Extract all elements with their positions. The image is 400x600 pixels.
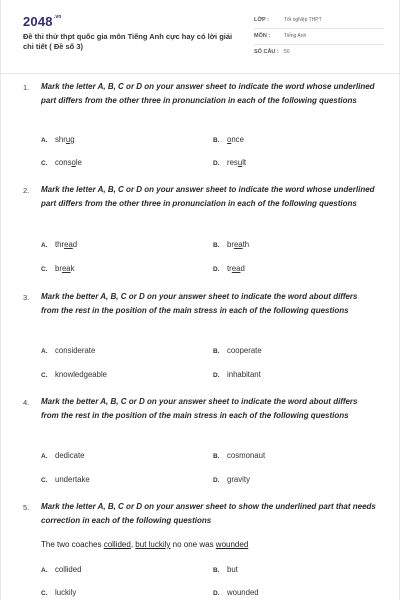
answer-option[interactable]: D. inhabitant: [213, 370, 261, 379]
answer-option[interactable]: B. once: [213, 135, 244, 144]
option-letter: A.: [41, 242, 48, 249]
meta-label: SỐ CÂU :: [254, 49, 279, 55]
underlined-part: wounded: [215, 540, 249, 549]
answer-option[interactable]: C. console: [41, 158, 82, 167]
question-text: Mark the better A, B, C or D on your answer sheet to indicate the word about differs from the rest in the position of the main stress in each of the following questions: [41, 397, 358, 420]
exam-header: [1, 0, 400, 74]
option-letter: A.: [41, 348, 48, 355]
answer-option[interactable]: A. considerate: [41, 346, 96, 355]
option-letter: A.: [41, 453, 48, 460]
answer-option[interactable]: B. cosmonaut: [213, 451, 266, 460]
option-letter: B.: [213, 348, 220, 355]
answer-option[interactable]: A. shrug: [41, 135, 75, 144]
underlined-part: collided: [103, 540, 131, 549]
answer-option[interactable]: C. break: [41, 264, 75, 273]
meta-row-count: [254, 45, 384, 61]
answer-option[interactable]: C. undertake: [41, 475, 90, 484]
error-sentence: The two coaches collided, but luckily no one was wounded: [41, 540, 249, 549]
option-letter: C.: [41, 477, 48, 484]
answer-option[interactable]: D. wounded: [213, 588, 259, 597]
answer-option[interactable]: D. tread: [213, 264, 245, 273]
meta-row-subject: [254, 29, 384, 45]
answer-option[interactable]: A. dedicate: [41, 451, 85, 460]
option-letter: B.: [213, 567, 220, 574]
option-letter: B.: [213, 453, 220, 460]
option-letter: D.: [213, 477, 220, 484]
answer-option[interactable]: C. knowledgeable: [41, 370, 108, 379]
option-letter: B.: [213, 242, 220, 249]
logo-suffix: .vn: [53, 14, 62, 20]
answer-option[interactable]: A. thread: [41, 240, 78, 249]
meta-value: Tốt ngNệp THPT: [284, 17, 322, 23]
question-text: Mark the better A, B, C or D on your answer sheet to indicate the word about differs from the rest in the position of the main stress in each of the following questions: [41, 292, 358, 315]
question-text: Mark the letter A, B, C or D on your answer sheet to indicate the word whose underlined part differs from the other three in pronunciation in each of the following questions: [41, 185, 375, 208]
answer-option[interactable]: B. cooperate: [213, 346, 262, 355]
answer-option[interactable]: D. gravity: [213, 475, 250, 484]
underlined-part: but luckily: [135, 540, 171, 549]
question-text: Mark the letter A, B, C or D on your answer sheet to indicate the word whose underlined part differs from the other three in pronunciation in each of the following questions: [41, 82, 375, 105]
question-number: 5.: [23, 503, 30, 512]
answer-option[interactable]: D. result: [213, 158, 247, 167]
option-letter: C.: [41, 160, 48, 167]
option-letter: B.: [213, 137, 220, 144]
option-letter: D.: [213, 160, 220, 167]
meta-value: Tiếng Anh: [284, 33, 307, 39]
answer-option[interactable]: A. collided: [41, 565, 82, 574]
option-letter: C.: [41, 266, 48, 273]
question-number: 3.: [23, 293, 30, 302]
option-letter: D.: [213, 590, 220, 597]
answer-option[interactable]: B. but: [213, 565, 238, 574]
meta-value: 50: [284, 49, 290, 55]
option-letter: D.: [213, 266, 220, 273]
meta-label: LỚP :: [254, 17, 269, 23]
option-letter: C.: [41, 590, 48, 597]
question-text: Mark the letter A, B, C or D on your answer sheet to show the underlined part that needs correction in each of the following questions: [41, 502, 376, 525]
option-letter: C.: [41, 372, 48, 379]
question-number: 4.: [23, 398, 30, 407]
question-number: 2.: [23, 186, 30, 195]
answer-option[interactable]: C. luckily: [41, 588, 77, 597]
answer-option[interactable]: B. breath: [213, 240, 250, 249]
question-number: 1.: [23, 83, 30, 92]
meta-label: MÔN :: [254, 33, 271, 39]
option-letter: A.: [41, 137, 48, 144]
meta-row-class: [254, 13, 384, 29]
exam-title: Đề thi thử thpt quốc gia môn Tiếng Anh cực hay có lời giải chi tiết ( Đề số 3): [23, 32, 233, 51]
site-logo[interactable]: [23, 14, 62, 29]
option-letter: A.: [41, 567, 48, 574]
logo-text: 2048: [23, 14, 53, 29]
option-letter: D.: [213, 372, 220, 379]
